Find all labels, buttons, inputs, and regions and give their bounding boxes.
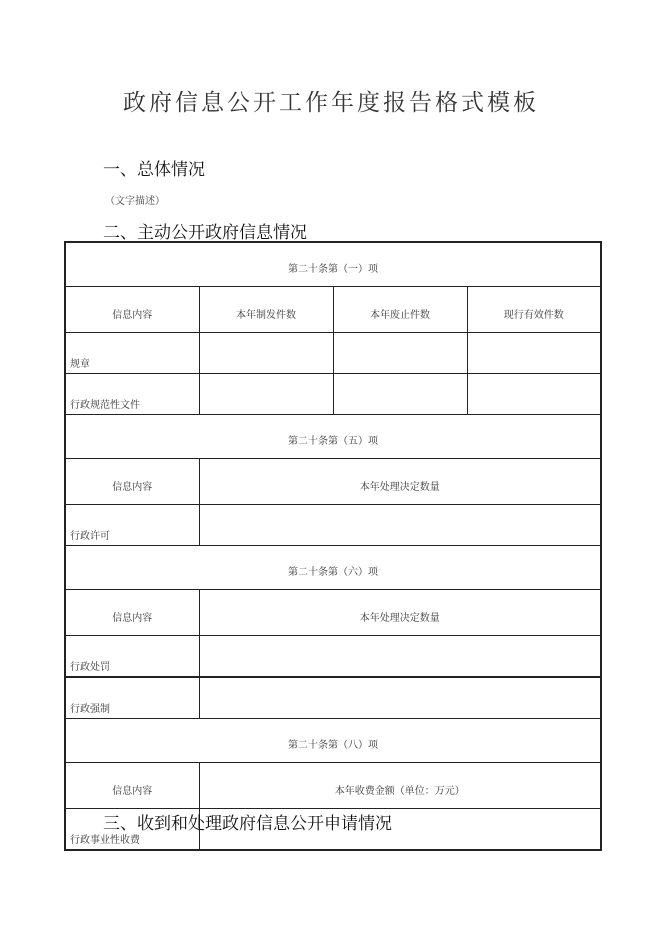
empty-cell[interactable]: [199, 677, 601, 719]
section-heading-active-disclosure: 二、主动公开政府信息情况: [103, 223, 307, 243]
empty-cell[interactable]: [467, 374, 601, 415]
table-row: [65, 415, 601, 459]
column-header: 信息内容: [65, 459, 199, 505]
column-header: 本年制发件数: [199, 287, 333, 333]
empty-cell[interactable]: [199, 505, 601, 546]
column-header: 本年收费金额（单位：万元）: [199, 763, 601, 809]
empty-cell[interactable]: [199, 333, 333, 374]
column-header: 本年处理决定数量: [199, 459, 601, 505]
row-label: 行政强制: [65, 677, 199, 719]
row-label: 行政处罚: [65, 636, 199, 678]
text-description-note: （文字描述）: [105, 196, 165, 207]
column-header: 信息内容: [65, 763, 199, 809]
table-row: [65, 636, 601, 678]
table-row: [65, 590, 601, 636]
column-header: 信息内容: [65, 287, 199, 333]
section-heading-overview: 一、总体情况: [103, 160, 205, 180]
row-label: 行政许可: [65, 505, 199, 546]
empty-cell[interactable]: [199, 374, 333, 415]
active-disclosure-table: [64, 241, 602, 851]
table-row: [65, 374, 601, 415]
table-row: [65, 677, 601, 719]
table-row: [65, 459, 601, 505]
table-row: [65, 719, 601, 763]
empty-cell[interactable]: [467, 333, 601, 374]
column-header: 本年处理决定数量: [199, 590, 601, 636]
table-row: [65, 242, 601, 287]
section-title-cell: 第二十条第（六）项: [65, 546, 601, 590]
section-heading-requests: 三、收到和处理政府信息公开申请情况: [103, 814, 392, 834]
empty-cell[interactable]: [199, 636, 601, 678]
empty-cell[interactable]: [333, 374, 467, 415]
section-title-cell: 第二十条第（五）项: [65, 415, 601, 459]
column-header: 现行有效件数: [467, 287, 601, 333]
table-row: [65, 287, 601, 333]
table-row: [65, 333, 601, 374]
page-title: 政府信息公开工作年度报告格式模板: [123, 90, 539, 116]
table-row: [65, 546, 601, 590]
column-header: 本年废止件数: [333, 287, 467, 333]
table-row: [65, 763, 601, 809]
section-title-cell: 第二十条第（八）项: [65, 719, 601, 763]
table-row: [65, 505, 601, 546]
row-label: 规章: [65, 333, 199, 374]
section-title-cell: 第二十条第（一）项: [65, 242, 601, 287]
row-label: 行政事业性收费: [65, 809, 199, 851]
row-label: 行政规范性文件: [65, 374, 199, 415]
empty-cell[interactable]: [333, 333, 467, 374]
column-header: 信息内容: [65, 590, 199, 636]
